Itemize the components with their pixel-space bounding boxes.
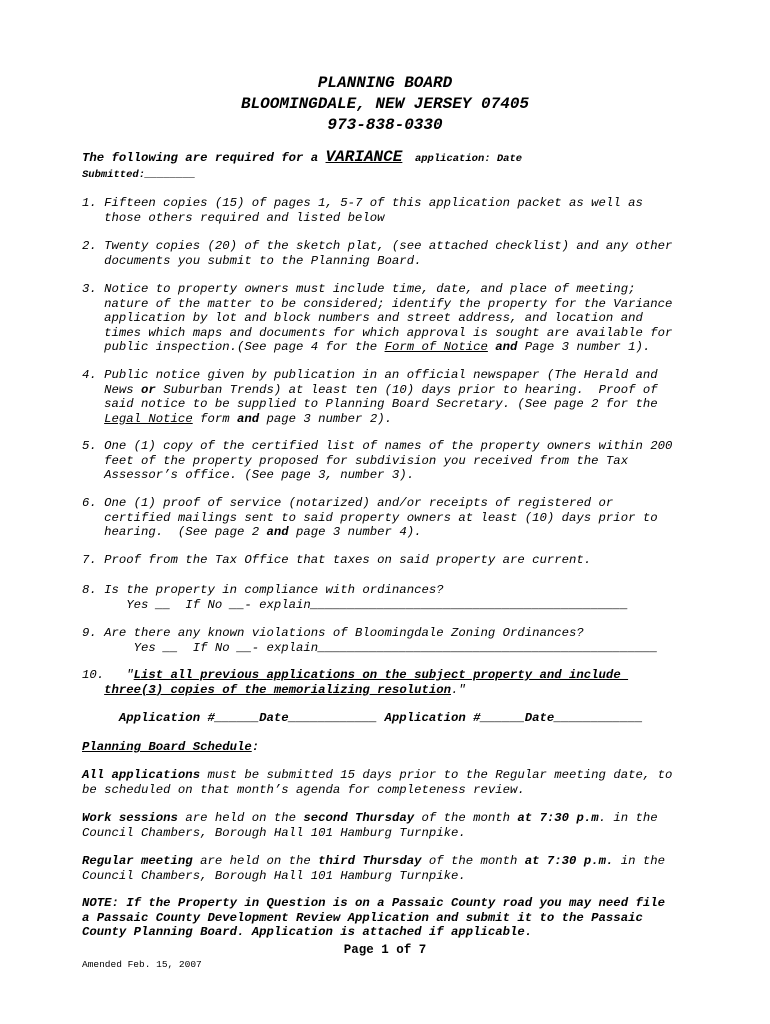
list-item-7: 7. Proof from the Tax Office that taxes on said property are current. — [82, 553, 592, 567]
list-item-4: 4. Public notice given by publication in an official newspaper (The Herald and News or Suburban Trends) at least ten (10) days prior to hearing. Proof of said notice to be supplied to Planning Board Secretary. (See page 2 for the Legal Notice form and page 3 number 2). — [82, 368, 658, 426]
amended-date: Amended Feb. 15, 2007 — [82, 959, 202, 970]
intro-prefix: The following are required for a — [82, 151, 326, 165]
list-item-1: 1. Fifteen copies (15) of pages 1, 5-7 of this application packet as well as those others required and listed below — [82, 196, 643, 225]
variance-label: VARIANCE — [325, 148, 403, 166]
board-phone: 973-838-0330 — [327, 116, 443, 134]
application-date-line: Application #______Date____________ Application #______Date____________ — [82, 711, 643, 725]
schedule-regular-meeting: Regular meeting are held on the third Thursday of the month at 7:30 p.m. in the Council Chambers, Borough Hall 101 Hamburg Turnpike. — [82, 854, 665, 883]
form-of-notice-ref: Form of Notice — [384, 340, 488, 355]
list-item-3: 3. Notice to property owners must include time, date, and place of meeting; nature of the matter to be considered; identify the property for the Variance application by lot and block numbers and street address, and location and times which maps and documents for which approval is sought are available for public inspection.(See page 4 for the Form of Notice and Page 3 number 1). — [82, 282, 673, 355]
list-item-8: 8. Is the property in compliance with ordinances? Yes __ If No __- explain___________________________________________ — [82, 583, 629, 612]
list-item-9: 9. Are there any known violations of Bloomingdale Zoning Ordinances? Yes __ If No __- explain______________________________________________ — [82, 626, 658, 655]
schedule-all-applications: All applications must be submitted 15 days prior to the Regular meeting date, to be scheduled on that month’s agenda for completeness review. — [82, 768, 673, 797]
board-title: PLANNING BOARD — [317, 74, 453, 92]
legal-notice-ref: Legal Notice — [104, 411, 193, 426]
date-submitted: Submitted:________ — [82, 169, 196, 181]
schedule-work-sessions: Work sessions are held on the second Thursday of the month at 7:30 p.m. in the Council Chambers, Borough Hall 101 Hamburg Turnpike. — [82, 811, 658, 840]
board-location: BLOOMINGDALE, NEW JERSEY 07405 — [240, 95, 530, 113]
list-item-10: 10. "List all previous applications on the subject property and include three(3) copies of the memorializing resolution." — [82, 668, 629, 697]
list-item-6: 6. One (1) proof of service (notarized) and/or receipts of registered or certified mailings sent to said property owners at least (10) days prior to hearing. (See page 2 and page 3 number 4). — [82, 496, 658, 540]
list-item-2: 2. Twenty copies (20) of the sketch plat, (see attached checklist) and any other documents you submit to the Planning Board. — [82, 239, 673, 268]
passaic-county-note: NOTE: If the Property in Question is on a Passaic County road you may need file a Passaic County Development Review Application and submit it to the Passaic County Planning Board. Application is attached if applicable. — [82, 896, 665, 940]
page-number: Page 1 of 7 — [343, 943, 427, 957]
schedule-heading: Planning Board Schedule: — [82, 740, 260, 754]
date-label: Date — [496, 153, 523, 165]
intro-line — [82, 150, 522, 166]
intro-suffix: application: — [402, 153, 497, 165]
list-item-5: 5. One (1) copy of the certified list of names of the property owners within 200 feet of the property proposed for subdivision you received from the Tax Assessor’s office. (See page 3, number 3). — [82, 439, 673, 483]
